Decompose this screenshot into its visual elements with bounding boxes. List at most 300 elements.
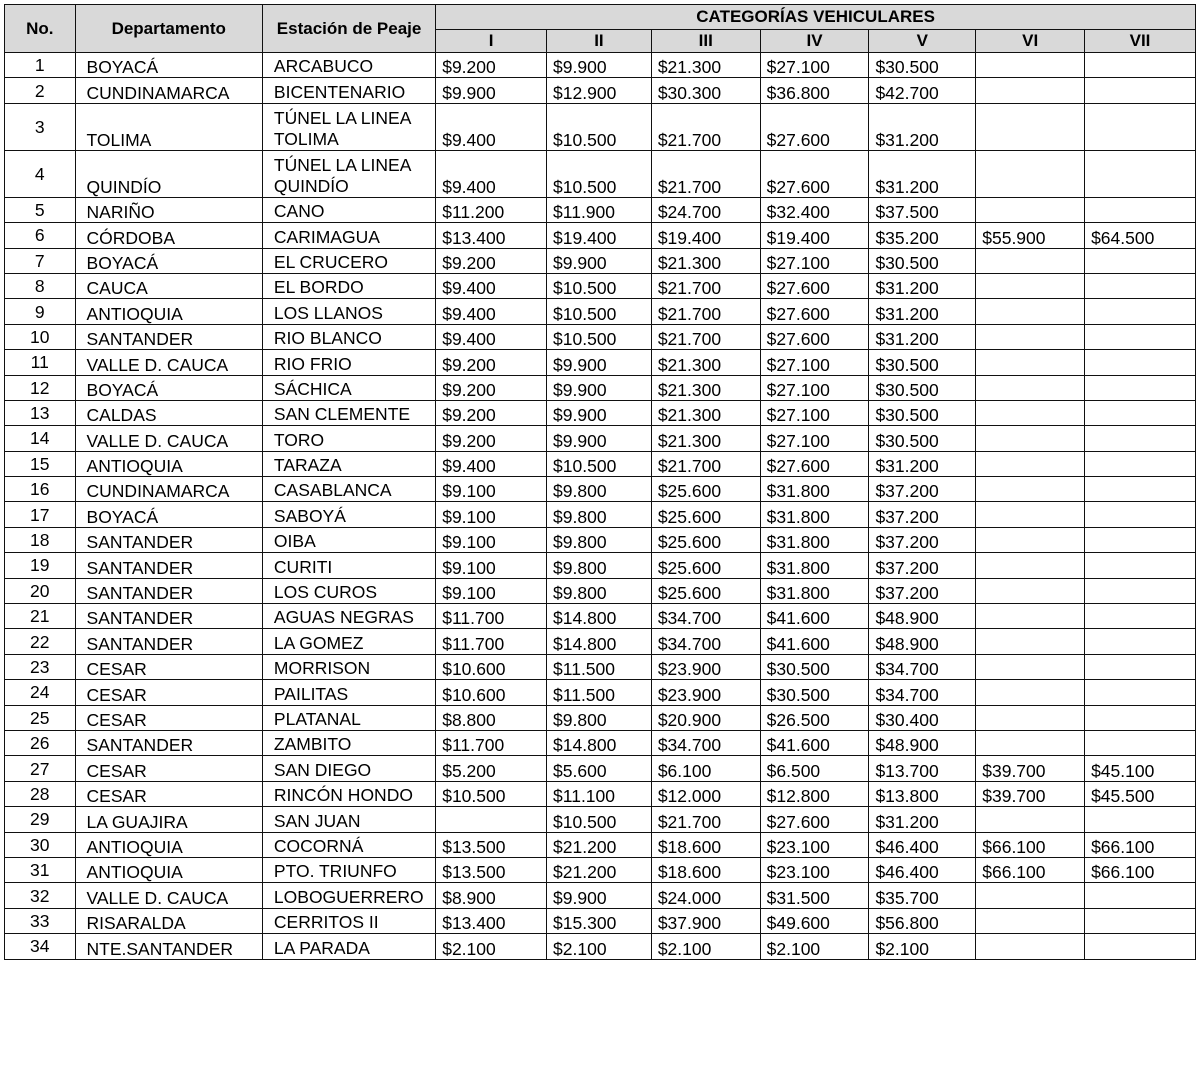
tarifa-cat-vi-cell [976,604,1085,629]
row-number: 16 [5,477,76,502]
tarifa-cat-v-cell: $48.900 [869,604,976,629]
tarifa-cat-ii-cell: $19.400 [547,223,652,248]
tarifa-cat-iv-cell: $27.100 [760,400,869,425]
tarifa-cat-v-cell: $35.200 [869,223,976,248]
header-cat-iv: IV [760,30,869,53]
tarifa-cat-vi-cell [976,629,1085,654]
table-row [5,150,1196,197]
table-row [5,299,1196,324]
tarifa-cat-i-cell: $9.100 [436,527,547,552]
table-row [5,730,1196,755]
tarifa-cat-vi-cell [976,578,1085,603]
tarifa-cat-iv-cell: $12.800 [760,781,869,806]
table-row [5,451,1196,476]
tarifa-cat-iii-cell: $23.900 [651,680,760,705]
tarifa-cat-v-cell: $30.500 [869,375,976,400]
tarifa-cat-v-cell: $31.200 [869,324,976,349]
tarifa-cat-vii-cell [1085,654,1196,679]
tarifa-cat-iii-cell: $23.900 [651,654,760,679]
tarifa-cat-v-cell: $30.500 [869,248,976,273]
tarifa-cat-v-cell: $31.200 [869,103,976,150]
tarifa-cat-ii-cell: $9.800 [547,705,652,730]
tarifa-cat-v-cell: $37.200 [869,477,976,502]
table-row [5,477,1196,502]
tarifa-cat-vii-cell [1085,578,1196,603]
tarifa-cat-v-cell: $37.500 [869,197,976,222]
tarifa-cat-iv-cell: $27.600 [760,273,869,298]
departamento-cell: VALLE D. CAUCA [75,426,262,451]
tarifa-cat-v-cell: $31.200 [869,299,976,324]
tarifa-cat-iii-cell: $30.300 [651,78,760,103]
tarifa-cat-iv-cell: $31.800 [760,527,869,552]
tarifa-cat-iv-cell: $31.800 [760,578,869,603]
tarifa-cat-iv-cell: $27.600 [760,299,869,324]
tarifa-cat-i-cell: $9.900 [436,78,547,103]
row-number: 2 [5,78,76,103]
tarifa-cat-iv-cell: $2.100 [760,934,869,959]
table-header [5,5,1196,53]
tarifa-cat-vii-cell [1085,324,1196,349]
tarifa-cat-iv-cell: $27.600 [760,150,869,197]
departamento-cell: SANTANDER [75,629,262,654]
departamento-cell: NARIÑO [75,197,262,222]
row-number: 19 [5,553,76,578]
tarifa-cat-i-cell: $8.900 [436,883,547,908]
tarifa-cat-iv-cell: $49.600 [760,908,869,933]
tarifa-cat-i-cell: $9.200 [436,350,547,375]
header-cat-iii: III [651,30,760,53]
toll-table-container [4,4,1196,960]
tarifa-cat-ii-cell: $10.500 [547,299,652,324]
row-number: 32 [5,883,76,908]
tarifa-cat-vii-cell: $45.100 [1085,756,1196,781]
tarifa-cat-iii-cell: $34.700 [651,629,760,654]
tarifa-cat-iii-cell: $21.700 [651,807,760,832]
tarifa-cat-vii-cell [1085,527,1196,552]
tarifa-cat-v-cell: $30.400 [869,705,976,730]
header-cat-vii: VII [1085,30,1196,53]
row-number: 4 [5,150,76,197]
tarifa-cat-ii-cell: $9.900 [547,400,652,425]
estacion-cell: RIO FRIO [262,350,435,375]
tarifa-cat-vii-cell: $66.100 [1085,832,1196,857]
departamento-cell: CESAR [75,654,262,679]
tarifa-cat-i-cell: $9.100 [436,477,547,502]
tarifa-cat-vi-cell [976,553,1085,578]
tarifa-cat-iv-cell: $27.600 [760,324,869,349]
table-row [5,629,1196,654]
estacion-cell: COCORNÁ [262,832,435,857]
tarifa-cat-iii-cell: $21.300 [651,248,760,273]
table-row [5,934,1196,959]
estacion-cell: LOS CUROS [262,578,435,603]
tarifa-cat-iii-cell: $18.600 [651,857,760,882]
departamento-cell: SANTANDER [75,578,262,603]
header-cat-v: V [869,30,976,53]
tarifa-cat-i-cell: $9.200 [436,375,547,400]
table-row [5,553,1196,578]
tarifa-cat-iii-cell: $25.600 [651,553,760,578]
tarifa-cat-vi-cell [976,299,1085,324]
tarifa-cat-vi-cell [976,53,1085,78]
estacion-cell: TORO [262,426,435,451]
tarifa-cat-iii-cell: $20.900 [651,705,760,730]
tarifa-cat-i-cell: $10.600 [436,654,547,679]
row-number: 5 [5,197,76,222]
header-cat-i: I [436,30,547,53]
tarifa-cat-vii-cell: $66.100 [1085,857,1196,882]
tarifa-cat-vi-cell [976,705,1085,730]
tarifa-cat-vii-cell [1085,248,1196,273]
tarifa-cat-iii-cell: $37.900 [651,908,760,933]
tarifa-cat-ii-cell: $9.800 [547,502,652,527]
tarifa-cat-v-cell: $30.500 [869,350,976,375]
tarifa-cat-vii-cell [1085,53,1196,78]
tarifa-cat-iv-cell: $36.800 [760,78,869,103]
table-row [5,807,1196,832]
estacion-cell: RINCÓN HONDO [262,781,435,806]
table-row [5,324,1196,349]
tarifa-cat-iv-cell: $27.100 [760,350,869,375]
tarifa-cat-i-cell: $9.200 [436,248,547,273]
tarifa-cat-vi-cell [976,807,1085,832]
tarifa-cat-ii-cell: $10.500 [547,324,652,349]
departamento-cell: RISARALDA [75,908,262,933]
tarifa-cat-vi-cell [976,426,1085,451]
tarifa-cat-vi-cell [976,350,1085,375]
tarifa-cat-vii-cell [1085,451,1196,476]
table-body [5,53,1196,960]
row-number: 9 [5,299,76,324]
tarifa-cat-iv-cell: $19.400 [760,223,869,248]
tarifa-cat-iii-cell: $21.300 [651,426,760,451]
tarifa-cat-v-cell: $48.900 [869,629,976,654]
tarifa-cat-ii-cell: $21.200 [547,832,652,857]
departamento-cell: CUNDINAMARCA [75,78,262,103]
tarifa-cat-i-cell: $9.100 [436,502,547,527]
tarifa-cat-i-cell: $9.400 [436,299,547,324]
tarifa-cat-vi-cell [976,934,1085,959]
row-number: 29 [5,807,76,832]
table-row [5,197,1196,222]
tarifa-cat-iv-cell: $23.100 [760,832,869,857]
tarifa-cat-iv-cell: $30.500 [760,680,869,705]
tarifa-cat-ii-cell: $9.800 [547,527,652,552]
tarifa-cat-i-cell: $13.500 [436,832,547,857]
tarifa-cat-ii-cell: $9.800 [547,578,652,603]
tarifa-cat-iii-cell: $21.300 [651,53,760,78]
tarifa-cat-i-cell: $9.400 [436,150,547,197]
header-cat-vi: VI [976,30,1085,53]
estacion-cell: TÚNEL LA LINEA TOLIMA [262,103,435,150]
table-row [5,103,1196,150]
estacion-cell: LA PARADA [262,934,435,959]
tarifa-cat-vii-cell [1085,883,1196,908]
departamento-cell: BOYACÁ [75,53,262,78]
tarifa-cat-vii-cell [1085,502,1196,527]
estacion-cell: CARIMAGUA [262,223,435,248]
tarifa-cat-ii-cell: $9.900 [547,375,652,400]
tarifa-cat-iv-cell: $41.600 [760,629,869,654]
tarifa-cat-vii-cell [1085,477,1196,502]
tarifa-cat-v-cell: $30.500 [869,53,976,78]
tarifa-cat-i-cell: $2.100 [436,934,547,959]
tarifa-cat-i-cell: $11.700 [436,629,547,654]
tarifa-cat-vi-cell: $39.700 [976,756,1085,781]
tarifa-cat-iii-cell: $34.700 [651,730,760,755]
tarifa-cat-iv-cell: $31.800 [760,502,869,527]
estacion-cell: MORRISON [262,654,435,679]
row-number: 25 [5,705,76,730]
estacion-cell: CANO [262,197,435,222]
tarifa-cat-iv-cell: $41.600 [760,604,869,629]
departamento-cell: CESAR [75,680,262,705]
table-row [5,53,1196,78]
row-number: 24 [5,680,76,705]
table-row [5,705,1196,730]
tarifa-cat-vi-cell: $55.900 [976,223,1085,248]
tarifa-cat-vii-cell [1085,197,1196,222]
row-number: 13 [5,400,76,425]
tarifa-cat-ii-cell: $14.800 [547,604,652,629]
tarifa-cat-i-cell: $11.700 [436,604,547,629]
table-row [5,223,1196,248]
tarifa-cat-i-cell: $9.100 [436,553,547,578]
departamento-cell: NTE.SANTANDER [75,934,262,959]
tarifa-cat-iii-cell: $18.600 [651,832,760,857]
tarifa-cat-vii-cell [1085,807,1196,832]
table-row [5,680,1196,705]
table-row [5,400,1196,425]
tarifa-cat-i-cell: $9.200 [436,426,547,451]
tarifa-cat-vi-cell [976,375,1085,400]
departamento-cell: SANTANDER [75,604,262,629]
tarifa-cat-ii-cell: $10.500 [547,451,652,476]
tarifa-cat-iii-cell: $25.600 [651,502,760,527]
departamento-cell: ANTIOQUIA [75,451,262,476]
table-row [5,832,1196,857]
table-row [5,781,1196,806]
tarifa-cat-ii-cell: $9.900 [547,883,652,908]
tarifa-cat-iv-cell: $26.500 [760,705,869,730]
tarifa-cat-vii-cell [1085,400,1196,425]
tarifa-cat-v-cell: $37.200 [869,502,976,527]
departamento-cell: CESAR [75,756,262,781]
tarifa-cat-iv-cell: $41.600 [760,730,869,755]
estacion-cell: EL CRUCERO [262,248,435,273]
tarifa-cat-iv-cell: $30.500 [760,654,869,679]
tarifa-cat-vi-cell [976,150,1085,197]
tarifa-cat-vi-cell [976,502,1085,527]
tarifa-cat-vii-cell [1085,629,1196,654]
tarifa-cat-vi-cell [976,273,1085,298]
tarifa-cat-vii-cell [1085,730,1196,755]
estacion-cell: PAILITAS [262,680,435,705]
tarifa-cat-vi-cell [976,451,1085,476]
tarifa-cat-iv-cell: $31.500 [760,883,869,908]
estacion-cell: SABOYÁ [262,502,435,527]
table-row [5,375,1196,400]
row-number: 22 [5,629,76,654]
row-number: 8 [5,273,76,298]
tarifa-cat-ii-cell: $14.800 [547,730,652,755]
departamento-cell: SANTANDER [75,324,262,349]
tarifa-cat-vi-cell [976,908,1085,933]
tarifa-cat-i-cell: $9.200 [436,400,547,425]
tarifa-cat-ii-cell: $9.900 [547,248,652,273]
table-row [5,248,1196,273]
estacion-cell: PTO. TRIUNFO [262,857,435,882]
row-number: 23 [5,654,76,679]
estacion-cell: LOS LLANOS [262,299,435,324]
row-number: 21 [5,604,76,629]
tarifa-cat-iii-cell: $2.100 [651,934,760,959]
tarifa-cat-iii-cell: $21.300 [651,375,760,400]
table-row [5,908,1196,933]
departamento-cell: VALLE D. CAUCA [75,883,262,908]
tarifa-cat-iii-cell: $21.700 [651,451,760,476]
tarifa-cat-v-cell: $37.200 [869,578,976,603]
tarifa-cat-ii-cell: $11.500 [547,654,652,679]
tarifa-cat-iii-cell: $25.600 [651,527,760,552]
tarifa-cat-iii-cell: $21.300 [651,400,760,425]
tarifa-cat-i-cell: $11.200 [436,197,547,222]
table-row [5,604,1196,629]
tarifa-cat-ii-cell: $9.900 [547,53,652,78]
toll-rates-table [4,4,1196,960]
tarifa-cat-i-cell: $9.400 [436,324,547,349]
estacion-cell: CURITI [262,553,435,578]
tarifa-cat-iii-cell: $21.700 [651,103,760,150]
row-number: 20 [5,578,76,603]
estacion-cell: EL BORDO [262,273,435,298]
row-number: 26 [5,730,76,755]
tarifa-cat-v-cell: $46.400 [869,857,976,882]
tarifa-cat-vi-cell: $66.100 [976,857,1085,882]
tarifa-cat-i-cell: $8.800 [436,705,547,730]
tarifa-cat-v-cell: $37.200 [869,553,976,578]
tarifa-cat-v-cell: $34.700 [869,654,976,679]
row-number: 33 [5,908,76,933]
departamento-cell: SANTANDER [75,527,262,552]
tarifa-cat-vii-cell [1085,350,1196,375]
estacion-cell: CASABLANCA [262,477,435,502]
tarifa-cat-v-cell: $31.200 [869,150,976,197]
tarifa-cat-vi-cell [976,527,1085,552]
tarifa-cat-vii-cell [1085,934,1196,959]
tarifa-cat-vii-cell [1085,273,1196,298]
row-number: 3 [5,103,76,150]
estacion-cell: PLATANAL [262,705,435,730]
header-estacion: Estación de Peaje [262,5,435,53]
estacion-cell: SAN JUAN [262,807,435,832]
tarifa-cat-ii-cell: $9.900 [547,350,652,375]
tarifa-cat-ii-cell: $9.800 [547,553,652,578]
tarifa-cat-i-cell: $11.700 [436,730,547,755]
tarifa-cat-ii-cell: $12.900 [547,78,652,103]
tarifa-cat-vi-cell [976,248,1085,273]
departamento-cell: ANTIOQUIA [75,857,262,882]
tarifa-cat-ii-cell: $11.100 [547,781,652,806]
tarifa-cat-ii-cell: $14.800 [547,629,652,654]
departamento-cell: TOLIMA [75,103,262,150]
header-cat-ii: II [547,30,652,53]
tarifa-cat-iii-cell: $34.700 [651,604,760,629]
tarifa-cat-v-cell: $2.100 [869,934,976,959]
tarifa-cat-ii-cell: $9.800 [547,477,652,502]
tarifa-cat-v-cell: $30.500 [869,400,976,425]
table-row [5,426,1196,451]
tarifa-cat-v-cell: $56.800 [869,908,976,933]
tarifa-cat-v-cell: $31.200 [869,807,976,832]
tarifa-cat-iii-cell: $21.700 [651,150,760,197]
tarifa-cat-i-cell: $5.200 [436,756,547,781]
tarifa-cat-vii-cell [1085,78,1196,103]
tarifa-cat-vii-cell [1085,150,1196,197]
table-row [5,654,1196,679]
row-number: 34 [5,934,76,959]
tarifa-cat-ii-cell: $11.900 [547,197,652,222]
tarifa-cat-iv-cell: $31.800 [760,477,869,502]
estacion-cell: ARCABUCO [262,53,435,78]
estacion-cell: LOBOGUERRERO [262,883,435,908]
tarifa-cat-iii-cell: $25.600 [651,477,760,502]
estacion-cell: SAN CLEMENTE [262,400,435,425]
tarifa-cat-iv-cell: $27.600 [760,103,869,150]
tarifa-cat-iii-cell: $21.300 [651,350,760,375]
table-row [5,756,1196,781]
tarifa-cat-i-cell: $13.400 [436,223,547,248]
tarifa-cat-vi-cell [976,654,1085,679]
tarifa-cat-vi-cell [976,400,1085,425]
table-row [5,883,1196,908]
departamento-cell: CESAR [75,705,262,730]
departamento-cell: CUNDINAMARCA [75,477,262,502]
row-number: 30 [5,832,76,857]
header-departamento: Departamento [75,5,262,53]
estacion-cell: TÚNEL LA LINEA QUINDÍO [262,150,435,197]
table-row [5,527,1196,552]
departamento-cell: SANTANDER [75,553,262,578]
departamento-cell: BOYACÁ [75,248,262,273]
tarifa-cat-v-cell: $31.200 [869,273,976,298]
tarifa-cat-ii-cell: $15.300 [547,908,652,933]
estacion-cell: TARAZA [262,451,435,476]
tarifa-cat-ii-cell: $2.100 [547,934,652,959]
tarifa-cat-ii-cell: $11.500 [547,680,652,705]
table-row [5,350,1196,375]
tarifa-cat-iii-cell: $24.000 [651,883,760,908]
estacion-cell: CERRITOS II [262,908,435,933]
tarifa-cat-vi-cell [976,78,1085,103]
tarifa-cat-ii-cell: $10.500 [547,807,652,832]
tarifa-cat-iv-cell: $27.100 [760,375,869,400]
tarifa-cat-vi-cell [976,680,1085,705]
tarifa-cat-i-cell: $9.200 [436,53,547,78]
departamento-cell: BOYACÁ [75,375,262,400]
table-row [5,78,1196,103]
tarifa-cat-iv-cell: $32.400 [760,197,869,222]
tarifa-cat-v-cell: $13.800 [869,781,976,806]
row-number: 18 [5,527,76,552]
row-number: 27 [5,756,76,781]
tarifa-cat-iii-cell: $19.400 [651,223,760,248]
header-categorias: CATEGORÍAS VEHICULARES [436,5,1196,30]
tarifa-cat-ii-cell: $10.500 [547,103,652,150]
tarifa-cat-vi-cell [976,197,1085,222]
tarifa-cat-vi-cell [976,883,1085,908]
tarifa-cat-i-cell: $13.400 [436,908,547,933]
